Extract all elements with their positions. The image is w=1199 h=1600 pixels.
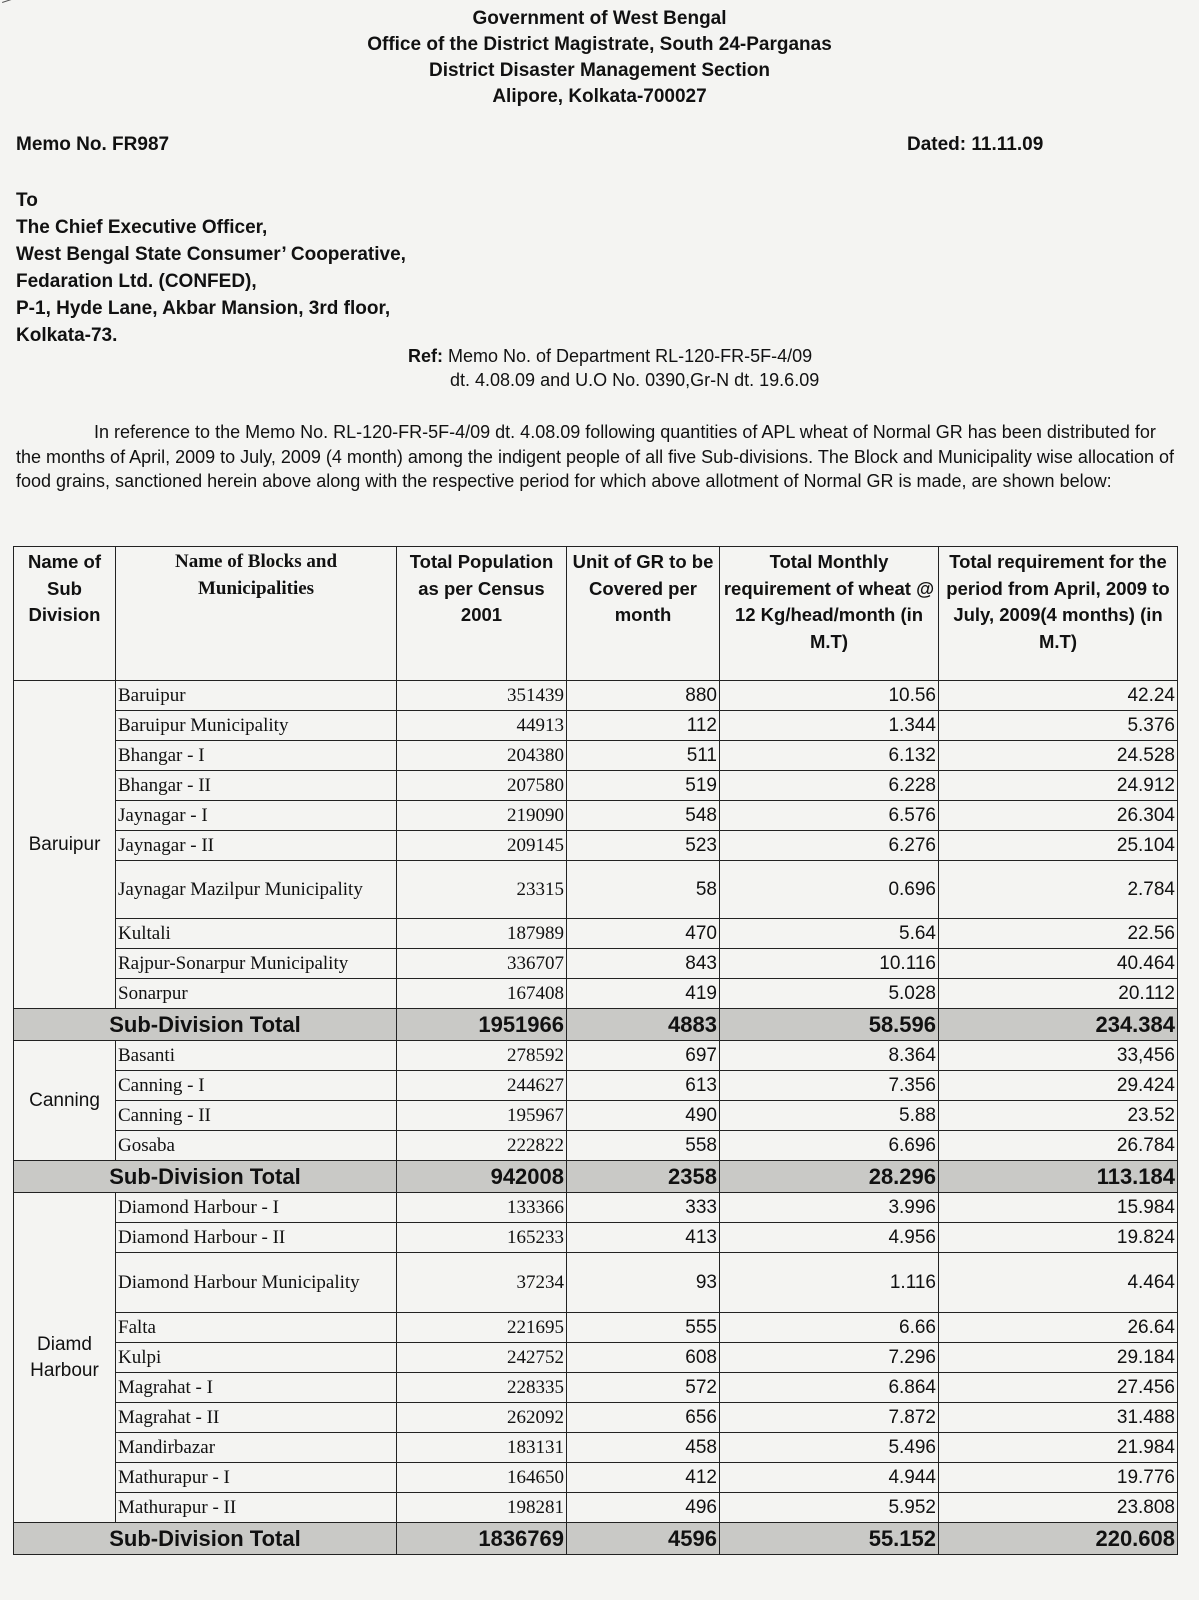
header-population: Total Population as per Census 2001 — [397, 547, 567, 681]
memo-date: Dated: 11.11.09 — [907, 134, 1044, 155]
recipient-city: Kolkata-73. — [16, 325, 118, 346]
table-row — [14, 1433, 1178, 1463]
unit-cell: 572 — [567, 1373, 720, 1403]
total-cell: 31.488 — [939, 1403, 1178, 1433]
monthly-cell: 6.66 — [720, 1313, 939, 1343]
sub-division-total-row — [14, 1161, 1178, 1193]
recipient-org-2: Fedaration Ltd. (CONFED), — [16, 271, 257, 292]
total-cell: 42.24 — [939, 681, 1178, 711]
header-total: Total requirement for the period from April, 2009 to July, 2009(4 months) (in M.T) — [939, 547, 1178, 681]
unit-cell: 470 — [567, 919, 720, 949]
unit-cell: 413 — [567, 1223, 720, 1253]
total-cell: 2.784 — [939, 861, 1178, 919]
reference — [408, 344, 819, 392]
table-row — [14, 681, 1178, 711]
sub-division-name: Baruipur — [14, 681, 116, 1009]
table-row — [14, 1493, 1178, 1523]
table-row — [14, 1373, 1178, 1403]
table-row — [14, 1071, 1178, 1101]
unit-cell: 419 — [567, 979, 720, 1009]
block-name: Kulpi — [116, 1343, 397, 1373]
govt-line: Government of West Bengal — [472, 8, 727, 29]
unit-cell: 490 — [567, 1101, 720, 1131]
monthly-cell: 1.116 — [720, 1253, 939, 1313]
population-cell: 133366 — [397, 1193, 567, 1223]
block-name: Rajpur-Sonarpur Municipality — [116, 949, 397, 979]
total-cell: 33,456 — [939, 1041, 1178, 1071]
population-cell: 195967 — [397, 1101, 567, 1131]
population-cell: 37234 — [397, 1253, 567, 1313]
monthly-cell: 3.996 — [720, 1193, 939, 1223]
unit-cell: 458 — [567, 1433, 720, 1463]
unit-cell: 843 — [567, 949, 720, 979]
total-cell: 23.52 — [939, 1101, 1178, 1131]
population-cell: 244627 — [397, 1071, 567, 1101]
unit-cell: 412 — [567, 1463, 720, 1493]
to-label: To — [16, 190, 38, 211]
block-name: Mathurapur - II — [116, 1493, 397, 1523]
population-cell: 198281 — [397, 1493, 567, 1523]
total-cell: 40.464 — [939, 949, 1178, 979]
block-name: Gosaba — [116, 1131, 397, 1161]
monthly-cell: 6.864 — [720, 1373, 939, 1403]
block-name: Kultali — [116, 919, 397, 949]
population-cell: 278592 — [397, 1041, 567, 1071]
total-cell: 24.912 — [939, 771, 1178, 801]
monthly-cell: 8.364 — [720, 1041, 939, 1071]
monthly-cell: 6.132 — [720, 741, 939, 771]
recipient-title: The Chief Executive Officer, — [16, 217, 268, 238]
total-cell: 29.184 — [939, 1343, 1178, 1373]
total-cell: 24.528 — [939, 741, 1178, 771]
table-row — [14, 1193, 1178, 1223]
total-cell: 4.464 — [939, 1253, 1178, 1313]
block-name: Jaynagar Mazilpur Municipality — [116, 861, 397, 919]
monthly-cell: 7.872 — [720, 1403, 939, 1433]
monthly-cell: 0.696 — [720, 861, 939, 919]
paragraph-text: In reference to the Memo No. RL-120-FR-5F-4/09 dt. 4.08.09 following quantities of APL wheat of Normal GR has been distributed for the months of April, 2009 to July, 2009 (4 month) among the indigent people of all five Sub-divisions. The Block and Municipality wise allocation of food grains, sanctioned herein above along with the respective period for which above allotment of Normal GR is made, are shown below: — [16, 422, 1174, 491]
total-cell: 23.808 — [939, 1493, 1178, 1523]
block-name: Sonarpur — [116, 979, 397, 1009]
block-name: Baruipur Municipality — [116, 711, 397, 741]
table-row — [14, 861, 1178, 919]
table-row — [14, 1403, 1178, 1433]
unit-cell: 511 — [567, 741, 720, 771]
unit-cell: 558 — [567, 1131, 720, 1161]
table-row — [14, 1313, 1178, 1343]
total-cell: 26.64 — [939, 1313, 1178, 1343]
memo-number: Memo No. FR987 — [16, 134, 170, 155]
unit-cell: 608 — [567, 1343, 720, 1373]
sub-division-total-row — [14, 1009, 1178, 1041]
total-cell: 29.424 — [939, 1071, 1178, 1101]
table-row — [14, 919, 1178, 949]
monthly-cell: 5.028 — [720, 979, 939, 1009]
monthly-cell: 6.696 — [720, 1131, 939, 1161]
table-row — [14, 1041, 1178, 1071]
block-name: Diamond Harbour - II — [116, 1223, 397, 1253]
block-name: Mathurapur - I — [116, 1463, 397, 1493]
table-row — [14, 771, 1178, 801]
total-cell: 27.456 — [939, 1373, 1178, 1403]
block-name: Magrahat - II — [116, 1403, 397, 1433]
letterhead — [0, 6, 1199, 110]
unit-cell: 548 — [567, 801, 720, 831]
total-requirement: 234.384 — [939, 1009, 1178, 1041]
total-monthly: 58.596 — [720, 1009, 939, 1041]
table-body — [14, 681, 1178, 1555]
monthly-cell: 5.88 — [720, 1101, 939, 1131]
total-unit: 2358 — [567, 1161, 720, 1193]
sub-division-name: Canning — [14, 1041, 116, 1161]
recipient-address: P-1, Hyde Lane, Akbar Mansion, 3rd floor, — [16, 298, 391, 319]
block-name: Canning - II — [116, 1101, 397, 1131]
total-cell: 21.984 — [939, 1433, 1178, 1463]
unit-cell: 523 — [567, 831, 720, 861]
total-requirement: 113.184 — [939, 1161, 1178, 1193]
table-row — [14, 979, 1178, 1009]
header-monthly: Total Monthly requirement of wheat @ 12 Kg/head/month (in M.T) — [720, 547, 939, 681]
block-name: Jaynagar - II — [116, 831, 397, 861]
total-cell: 20.112 — [939, 979, 1178, 1009]
total-cell: 5.376 — [939, 711, 1178, 741]
population-cell: 221695 — [397, 1313, 567, 1343]
monthly-cell: 10.116 — [720, 949, 939, 979]
population-cell: 219090 — [397, 801, 567, 831]
table-header-row — [14, 547, 1178, 681]
block-name: Canning - I — [116, 1071, 397, 1101]
table-row — [14, 801, 1178, 831]
total-population: 942008 — [397, 1161, 567, 1193]
ref-line-1: Memo No. of Department RL-120-FR-5F-4/09 — [443, 346, 813, 366]
population-cell: 204380 — [397, 741, 567, 771]
total-monthly: 28.296 — [720, 1161, 939, 1193]
office-line: Office of the District Magistrate, South 24-Parganas — [367, 34, 832, 55]
recipient-block — [16, 187, 406, 349]
monthly-cell: 6.576 — [720, 801, 939, 831]
unit-cell: 519 — [567, 771, 720, 801]
header-sub-division: Name of Sub Division — [14, 547, 116, 681]
total-label: Sub-Division Total — [14, 1523, 397, 1555]
block-name: Mandirbazar — [116, 1433, 397, 1463]
table-row — [14, 711, 1178, 741]
block-name: Diamond Harbour Municipality — [116, 1253, 397, 1313]
unit-cell: 697 — [567, 1041, 720, 1071]
table-row — [14, 1253, 1178, 1313]
population-cell: 183131 — [397, 1433, 567, 1463]
unit-cell: 93 — [567, 1253, 720, 1313]
total-cell: 26.304 — [939, 801, 1178, 831]
monthly-cell: 1.344 — [720, 711, 939, 741]
unit-cell: 496 — [567, 1493, 720, 1523]
table-row — [14, 1343, 1178, 1373]
block-name: Bhangar - II — [116, 771, 397, 801]
header-blocks: Name of Blocks and Municipalities — [116, 547, 397, 681]
table-row — [14, 949, 1178, 979]
monthly-cell: 5.952 — [720, 1493, 939, 1523]
table-row — [14, 831, 1178, 861]
section-line: District Disaster Management Section — [428, 60, 771, 81]
sub-division-name: Diamd Harbour — [14, 1193, 116, 1523]
table-row — [14, 1463, 1178, 1493]
total-cell: 19.776 — [939, 1463, 1178, 1493]
monthly-cell: 4.944 — [720, 1463, 939, 1493]
ref-label: Ref: — [408, 346, 443, 366]
header-unit: Unit of GR to be Covered per month — [567, 547, 720, 681]
total-cell: 15.984 — [939, 1193, 1178, 1223]
address-line: Alipore, Kolkata-700027 — [492, 86, 707, 107]
total-population: 1951966 — [397, 1009, 567, 1041]
table-row — [14, 1131, 1178, 1161]
block-name: Falta — [116, 1313, 397, 1343]
population-cell: 222822 — [397, 1131, 567, 1161]
monthly-cell: 7.296 — [720, 1343, 939, 1373]
table-row — [14, 1223, 1178, 1253]
total-cell: 22.56 — [939, 919, 1178, 949]
block-name: Jaynagar - I — [116, 801, 397, 831]
monthly-cell: 10.56 — [720, 681, 939, 711]
population-cell: 23315 — [397, 861, 567, 919]
population-cell: 336707 — [397, 949, 567, 979]
population-cell: 164650 — [397, 1463, 567, 1493]
total-label: Sub-Division Total — [14, 1009, 397, 1041]
monthly-cell: 5.64 — [720, 919, 939, 949]
total-unit: 4883 — [567, 1009, 720, 1041]
block-name: Basanti — [116, 1041, 397, 1071]
population-cell: 187989 — [397, 919, 567, 949]
monthly-cell: 6.228 — [720, 771, 939, 801]
block-name: Diamond Harbour - I — [116, 1193, 397, 1223]
block-name: Magrahat - I — [116, 1373, 397, 1403]
sub-division-total-row — [14, 1523, 1178, 1555]
monthly-cell: 4.956 — [720, 1223, 939, 1253]
monthly-cell: 7.356 — [720, 1071, 939, 1101]
table-row — [14, 1101, 1178, 1131]
total-population: 1836769 — [397, 1523, 567, 1555]
population-cell: 262092 — [397, 1403, 567, 1433]
unit-cell: 555 — [567, 1313, 720, 1343]
total-requirement: 220.608 — [939, 1523, 1178, 1555]
population-cell: 351439 — [397, 681, 567, 711]
total-cell: 19.824 — [939, 1223, 1178, 1253]
ref-line-2: dt. 4.08.09 and U.O No. 0390,Gr-N dt. 19.6.09 — [450, 370, 820, 390]
population-cell: 165233 — [397, 1223, 567, 1253]
table-row — [14, 741, 1178, 771]
population-cell: 209145 — [397, 831, 567, 861]
block-name: Baruipur — [116, 681, 397, 711]
unit-cell: 656 — [567, 1403, 720, 1433]
unit-cell: 58 — [567, 861, 720, 919]
total-cell: 26.784 — [939, 1131, 1178, 1161]
unit-cell: 333 — [567, 1193, 720, 1223]
monthly-cell: 5.496 — [720, 1433, 939, 1463]
population-cell: 44913 — [397, 711, 567, 741]
population-cell: 228335 — [397, 1373, 567, 1403]
total-label: Sub-Division Total — [14, 1161, 397, 1193]
body-paragraph — [16, 420, 1182, 494]
population-cell: 242752 — [397, 1343, 567, 1373]
total-cell: 25.104 — [939, 831, 1178, 861]
unit-cell: 112 — [567, 711, 720, 741]
unit-cell: 613 — [567, 1071, 720, 1101]
allocation-table — [13, 546, 1178, 1555]
block-name: Bhangar - I — [116, 741, 397, 771]
population-cell: 167408 — [397, 979, 567, 1009]
population-cell: 207580 — [397, 771, 567, 801]
monthly-cell: 6.276 — [720, 831, 939, 861]
recipient-org: West Bengal State Consumer’ Cooperative, — [16, 244, 406, 265]
total-unit: 4596 — [567, 1523, 720, 1555]
total-monthly: 55.152 — [720, 1523, 939, 1555]
unit-cell: 880 — [567, 681, 720, 711]
